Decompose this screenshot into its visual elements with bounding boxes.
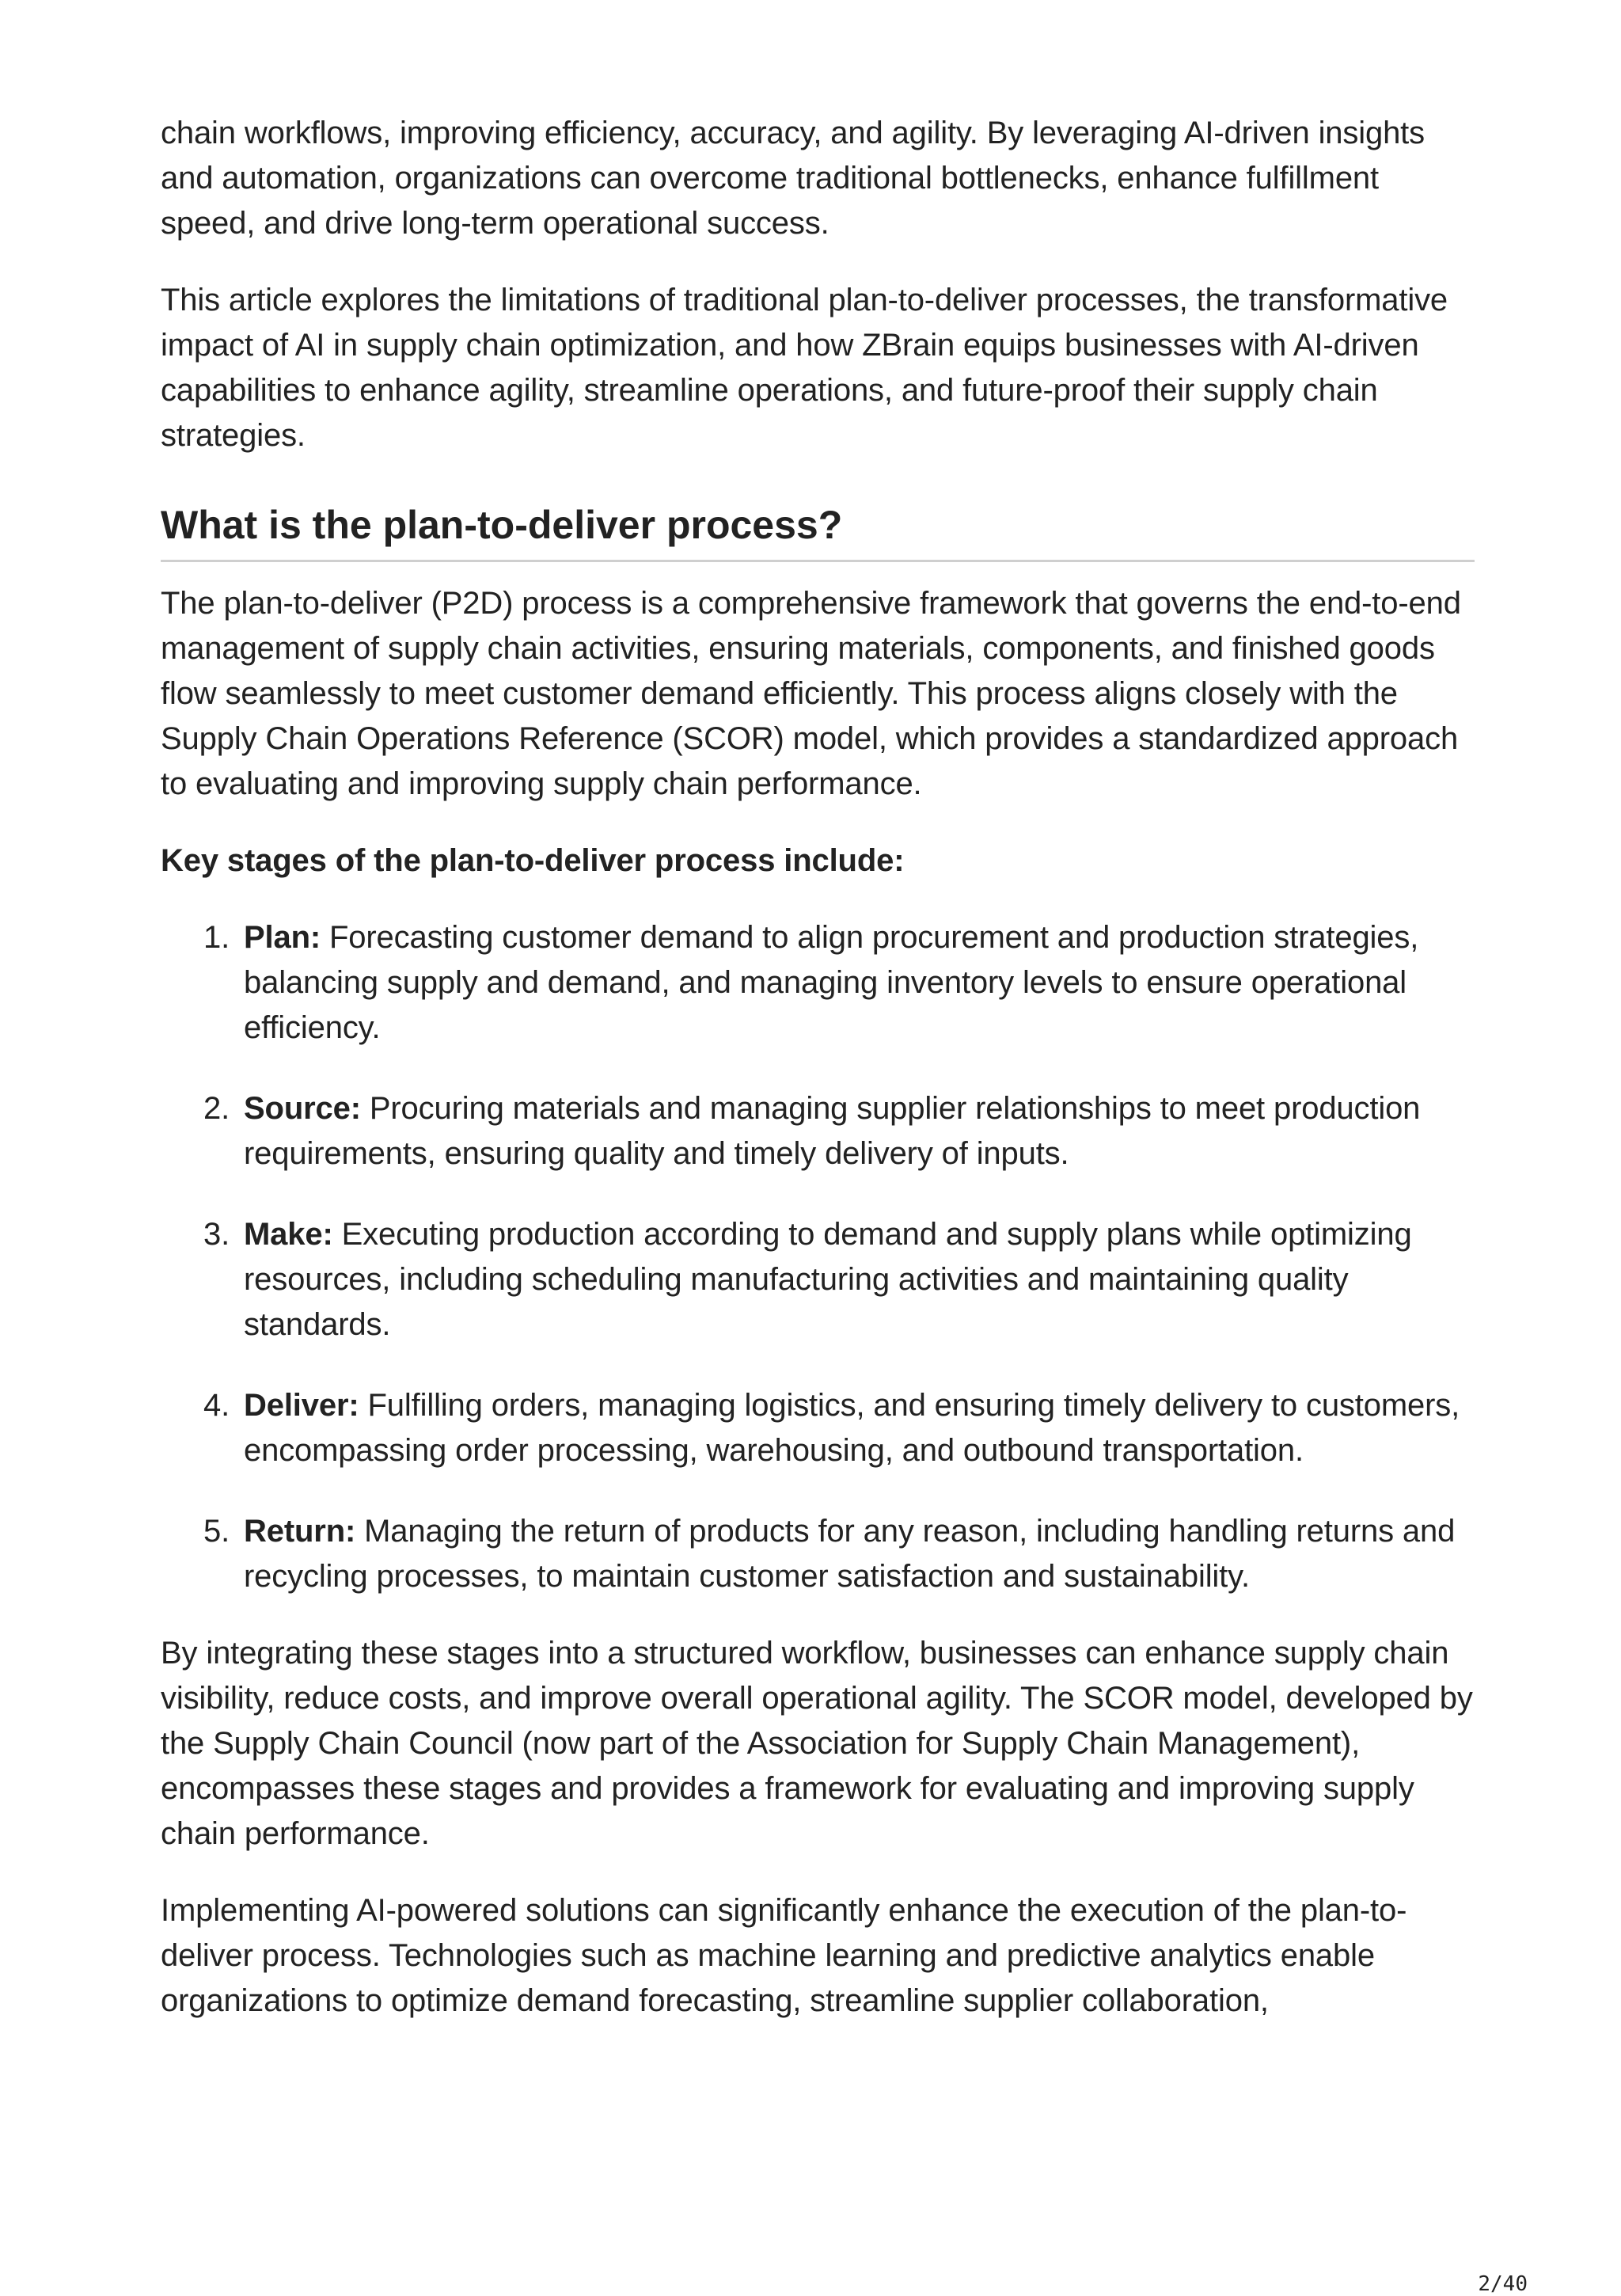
- page-number: 2/40: [1478, 2272, 1528, 2296]
- section-heading: What is the plan-to-deliver process?: [161, 500, 1475, 562]
- stage-description: Procuring materials and managing supplier relationships to meet production requirements, ensuring quality and timely delivery of inputs.: [244, 1091, 1421, 1171]
- stage-description: Executing production according to demand and supply plans while optimizing resources, including scheduling manufacturing activities and maintaining quality standards.: [244, 1217, 1412, 1342]
- stage-description: Managing the return of products for any reason, including handling returns and recycling processes, to maintain customer satisfaction and sustainability.: [244, 1514, 1456, 1594]
- stage-name: Plan:: [244, 920, 321, 955]
- list-number: 2.: [203, 1091, 230, 1126]
- list-item: [161, 1383, 1475, 1473]
- key-stages-heading: Key stages of the plan-to-deliver process include:: [161, 843, 905, 878]
- list-number: 3.: [203, 1217, 230, 1252]
- list-item: [161, 1212, 1475, 1348]
- stage-description: Forecasting customer demand to align procurement and production strategies, balancing supply and demand, and managing inventory levels to ensure operational efficiency.: [244, 920, 1419, 1045]
- stage-name: Source:: [244, 1091, 361, 1126]
- intro-paragraph: This article explores the limitations of traditional plan-to-deliver processes, the transformative impact of AI in supply chain optimization, and how ZBrain equips businesses with AI-driven capabilities to enhance agility, streamline operations, and future-proof their supply chain strategies.: [161, 283, 1448, 453]
- list-item: [161, 915, 1475, 1051]
- stage-name: Make:: [244, 1217, 333, 1252]
- list-number: 4.: [203, 1388, 230, 1423]
- stage-name: Return:: [244, 1514, 356, 1549]
- intro-paragraph: chain workflows, improving efficiency, accuracy, and agility. By leveraging AI-driven insights and automation, organizations can overcome traditional bottlenecks, enhance fulfillment speed, and drive long-term operational success.: [161, 116, 1425, 241]
- list-number: 5.: [203, 1514, 230, 1549]
- definition-paragraph: The plan-to-deliver (P2D) process is a comprehensive framework that governs the end-to-end management of supply chain activities, ensuring materials, components, and finished goods flow seamlessly to meet customer demand efficiently. This process aligns closely with the Supply Chain Operations Reference (SCOR) model, which provides a standardized approach to evaluating and improving supply chain performance.: [161, 586, 1461, 801]
- document-page: [161, 111, 1475, 2024]
- stage-name: Deliver:: [244, 1388, 359, 1423]
- integration-paragraph: By integrating these stages into a structured workflow, businesses can enhance supply chain visibility, reduce costs, and improve overall operational agility. The SCOR model, developed by the Supply Chain Council (now part of the Association for Supply Chain Management), encompasses these stages and provides a framework for evaluating and improving supply chain performance.: [161, 1636, 1473, 1851]
- list-number: 1.: [203, 920, 230, 955]
- list-item: [161, 1509, 1475, 1599]
- ai-paragraph: Implementing AI-powered solutions can significantly enhance the execution of the plan-to-deliver process. Technologies such as machine learning and predictive analytics enable organizations to optimize demand forecasting, streamline supplier collaboration,: [161, 1893, 1407, 2018]
- list-item: [161, 1086, 1475, 1177]
- stage-description: Fulfilling orders, managing logistics, and ensuring timely delivery to customers, encompassing order processing, warehousing, and outbound transportation.: [244, 1388, 1460, 1468]
- stages-list: [161, 915, 1475, 1599]
